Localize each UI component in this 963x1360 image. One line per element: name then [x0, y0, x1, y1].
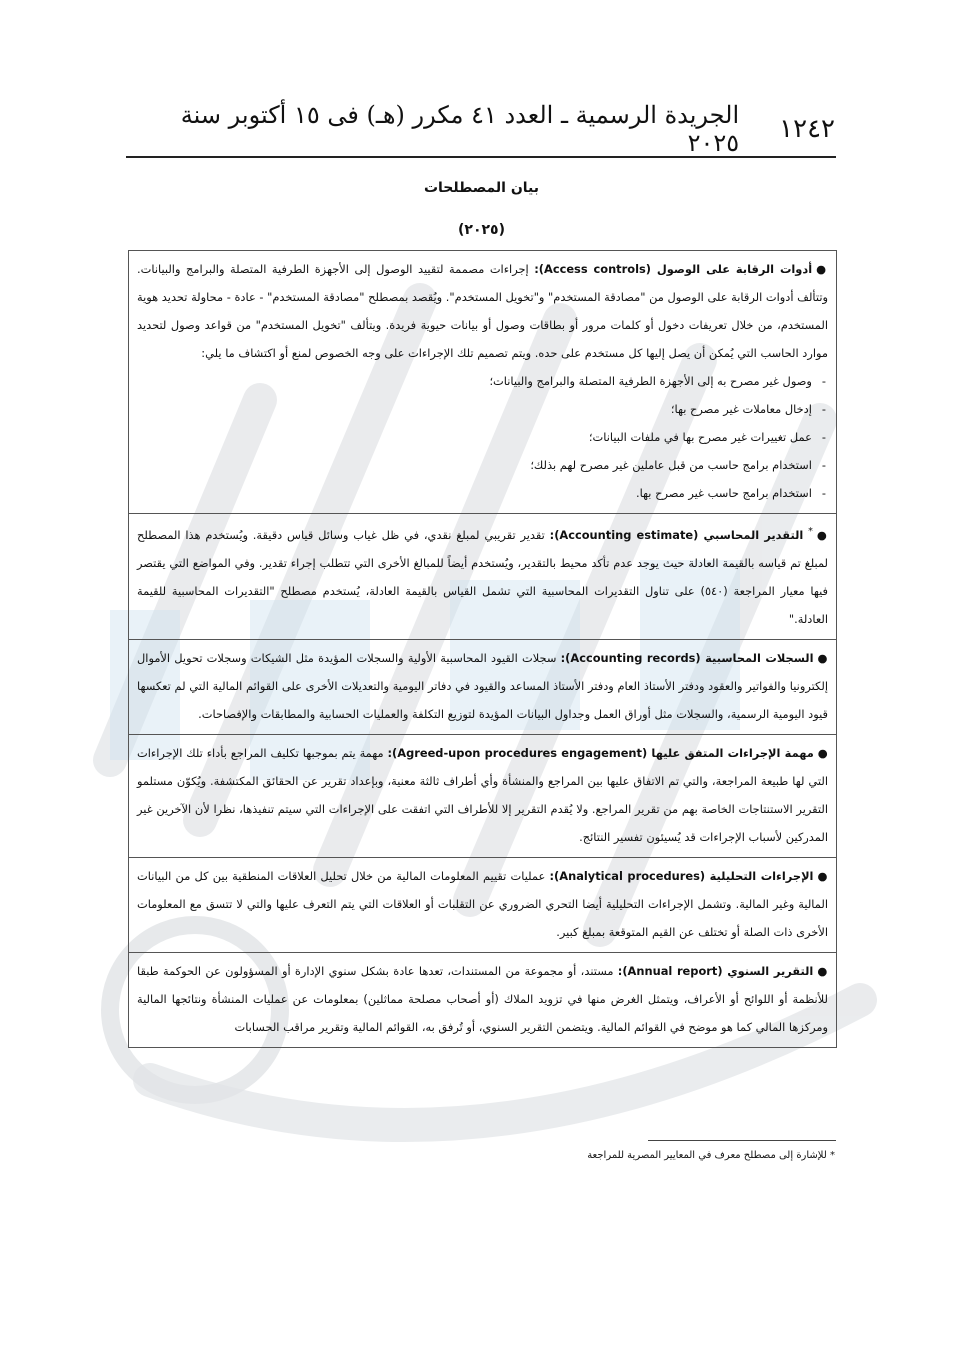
entry-term: التقرير السنوي (Annual report):	[617, 963, 814, 978]
list-item: - إدخال معاملات غير مصرح بها؛	[137, 395, 828, 423]
list-item: - وصول غير مصرح به إلى الأجهزة الطرفية المتصلة والبرامج والبيانات؛	[137, 367, 828, 395]
entry-text: سجلات القيود المحاسبية الأولية والسجلات المؤيدة مثل الشيكات وسجلات تحويل الأموال إلكترونيا والفواتير والعقود ودفتر الأستاذ العام ودفتر الأستاذ المساعد والقيود في دفاتر اليومية والتعديلات الأخرى على القوائم المالية التي لم تعكسها قيود اليومية الرسمية، والسجلات مثل أوراق العمل وجداول البيانات المؤيدة لتوزيع التكلفة والعمليات الحسابية والمطابقات والإفصاحات.	[137, 650, 828, 721]
glossary-entry	[129, 251, 836, 514]
list-item: - عمل تغييرات غير مصرح بها في ملفات البيانات؛	[137, 423, 828, 451]
header-title: الجريدة الرسمية ـ العدد ٤١ مكرر (هـ) فى ١٥ أكتوبر سنة ٢٠٢٥	[180, 101, 740, 157]
entry-term: السجلات المحاسبية (Accounting records):	[560, 650, 814, 665]
bullet-icon: ●	[817, 650, 829, 665]
entry-text: مستند، أو مجموعة من المستندات، تعدها عادة بشكل سنوي الإدارة أو المسؤولون عن الحوكمة طبقا للأنظمة أو اللوائح أو الأعراف، ويتمثل الغرض منها في تزويد الملاك (أو أصحاب مصلحة مماثلين) بمعلومات عن عمليات المنشأة ونتائجها المالية ومركزها المالي كما هو موضح في القوائم المالية. ويتضمن التقرير السنوي، أو تُرفق به، القوائم المالية وتقرير مراقب الحسابات	[137, 963, 828, 1034]
bullet-icon: ●	[816, 262, 828, 276]
glossary-table	[128, 250, 837, 1048]
entry-text: تقدير تقريبي لمبلغ نقدي، في ظل غياب وسائل قياس دقيقة. ويُستخدم هذا المصطلح لمبلغ تم قياسه بالقيمة العادلة حيث يوجد عدم تأكد محيط بالتقدير، ويُستخدم أيضاً للمبالغ الأخرى التي تتطلب إجراء تقدير. وفي المواضع التي يقتصر فيها معيار المراجعة (٥٤٠) على تناول التقديرات المحاسبية التي تشمل القياس بالقيمة العادلة، يُستخدم مصطلح "التقديرات المحاسبية للقيمة العادلة."	[137, 527, 828, 626]
entry-text: مهمة يتم بموجبها تكليف المراجع بأداء تلك الإجراءات التي لها طبيعة المراجعة، والتي تم الاتفاق عليها بين المراجع والمنشأة وأي أطراف ثالثة معنية، وبإعداد تقرير عن الحقائق المكتشفة. ويُكوّن مستلمو التقرير الاستنتاجات الخاصة بهم من تقرير المراجع. ولا يُقدم التقرير إلا للأطراف التي اتفقت على الإجراءات التي سيتم تنفيذها، نظرا لأن الآخرين غير المدركين لأسباب الإجراءات قد يُسيئون تفسير النتائج.	[137, 745, 828, 844]
list-item: - استخدام برامج حاسب من قبل عاملين غير مصرح لهم بذلك؛	[137, 451, 828, 479]
page-number: ١٢٤٢	[779, 114, 835, 144]
glossary-entry	[129, 735, 836, 858]
document-title: بيان المصطلحات	[423, 180, 540, 196]
entry-term: الإجراءات التحليلية (Analytical procedures):	[549, 868, 814, 883]
document-year: (٢٠٢٥)	[458, 222, 505, 238]
footnote-divider	[648, 1140, 836, 1141]
footnote: * للإشارة إلى مصطلح معرف في المعايير المصرية للمراجعة	[587, 1150, 835, 1161]
entry-bullet-list	[137, 367, 828, 507]
header-divider	[126, 156, 836, 158]
page-header	[128, 101, 835, 157]
bullet-icon: ●	[816, 527, 828, 542]
footnote-marker: *	[808, 526, 813, 537]
bullet-icon: ●	[817, 963, 828, 978]
entry-term: التقدير المحاسبي (Accounting estimate):	[549, 527, 804, 542]
bullet-icon: ●	[817, 745, 828, 760]
glossary-entry	[129, 514, 836, 640]
entry-term: أدوات الرقابة على الوصول (Access controls):	[534, 262, 813, 276]
glossary-entry	[129, 858, 836, 953]
list-item: - استخدام برامج حاسب غير مصرح بها.	[137, 479, 828, 507]
glossary-entry	[129, 953, 836, 1047]
entry-text: عمليات تقييم المعلومات المالية من خلال تحليل العلاقات المنطقية بين كل من البيانات المالية وغير المالية. وتشمل الإجراءات التحليلية أيضا التحري الضروري عن التقلبات أو العلاقات التي يتم التعرف عليها والتي لا تتسق مع المعلومات الأخرى ذات الصلة أو تختلف عن القيم المتوقعة بمبلغ كبير.	[137, 868, 828, 939]
glossary-entry	[129, 640, 836, 735]
entry-text: إجراءات مصممة لتقييد الوصول إلى الأجهزة الطرفية المتصلة والبرامج والبيانات. وتتألف أدوات الرقابة على الوصول من "مصادقة المستخدم" و"تخويل المستخدم". ويُقصد بمصطلح "مصادقة المستخدم" - عادة - محاولة تحديد هوية المستخدم، من خلال تعريفات دخول أو كلمات مرور أو بطاقات وصول أو بيانات حيوية فريدة. ويتألف "تخويل المستخدم" من قواعد وصول لتحديد موارد الحاسب التي يُمكن أن يصل إليها كل مستخدم على حده. ويتم تصميم تلك الإجراءات على وجه الخصوص لمنع أو اكتشاف ما يلي:	[137, 262, 828, 360]
entry-term: مهمة الإجراءات المتفق عليها (Agreed-upon procedures engagement):	[387, 745, 814, 760]
bullet-icon: ●	[817, 868, 828, 883]
